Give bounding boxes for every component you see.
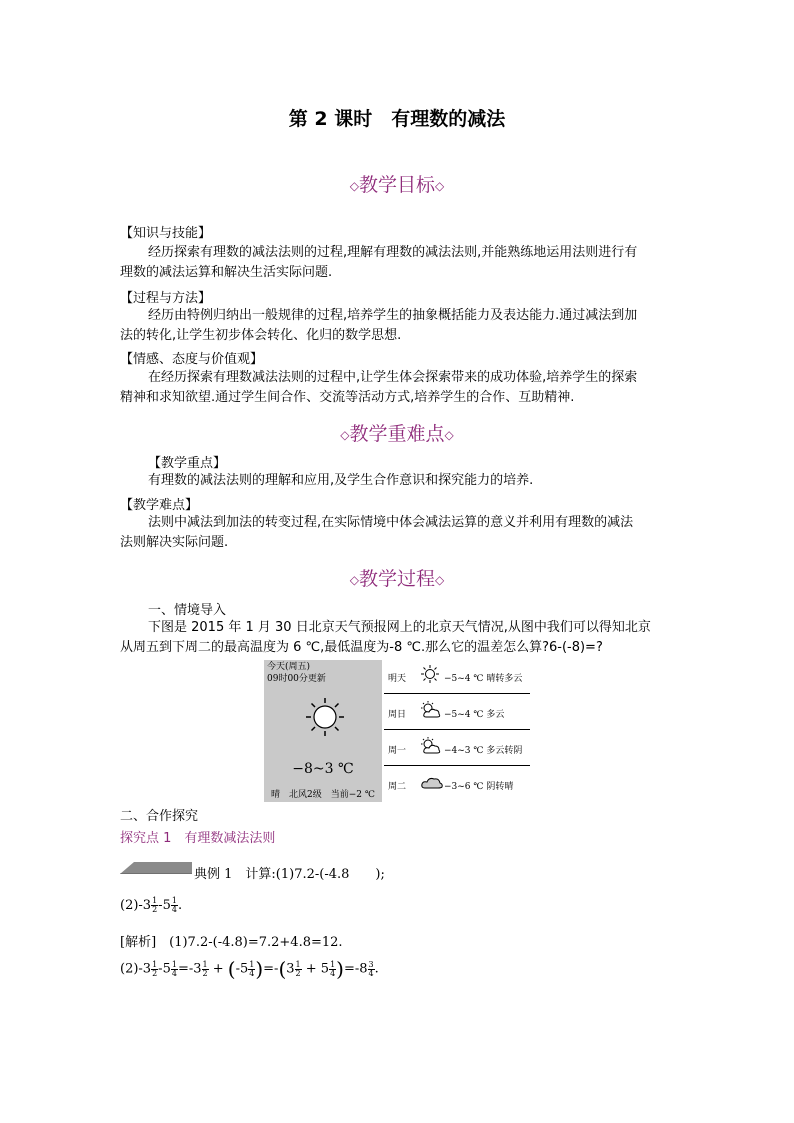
process-method-text: 经历由特例归纳出一般规律的过程,培养学生的抽象概括能力及表达能力.通过减法到加 法的转化,让学生初步体会转化、化归的数学思想.: [120, 308, 638, 343]
forecast-row: 周一 −4~3 ℃ 多云转阴: [384, 731, 530, 766]
weather-today-footer: 晴 北风2级 当前−2 ℃: [271, 790, 375, 800]
diamond-icon: ◇: [349, 179, 359, 193]
sun-icon: [304, 696, 346, 738]
section-heading-key-points: ◇教学重难点◇: [340, 423, 454, 445]
focus-label: 【教学重点】: [148, 456, 227, 471]
diamond-icon: ◇: [349, 573, 359, 587]
example-banner-icon: [120, 862, 192, 874]
knowledge-label: 【知识与技能】: [120, 226, 212, 241]
solution-2: (2)-3 $\frac{1}{2}$ -5 $\frac{1}{4}$ =-3 $\frac{1}{2}$ + (-5 $\frac{1}{4}$ )=-(3 $\frac{1}{2}$ + 5 $\frac{1}{4}$ )=-8 $\frac{3}{4}$ .: [120, 957, 379, 981]
difficulty-label: 【教学难点】: [120, 498, 199, 513]
forecast-row: 明天 −5~4 ℃ 晴转多云: [384, 659, 530, 694]
process-method-label: 【过程与方法】: [120, 291, 212, 306]
weather-today-panel: [264, 660, 382, 802]
diamond-icon: ◇: [340, 428, 350, 442]
forecast-row: 周二 −3~6 ℃ 阴转晴: [384, 767, 530, 801]
knowledge-text: 经历探索有理数的减法法则的过程,理解有理数的减法法则,并能熟练地运用法则进行有 理数的减法运算和解决生活实际问题.: [120, 245, 638, 280]
section-heading-process: ◇教学过程◇: [349, 568, 445, 590]
section-heading-goals: ◇教学目标◇: [349, 174, 445, 196]
partly-cloudy-icon: [420, 736, 442, 756]
weather-today-header: 今天(周五) 09时00分更新: [267, 662, 326, 684]
diamond-icon: ◇: [435, 573, 445, 587]
diamond-icon: ◇: [444, 428, 454, 442]
diamond-icon: ◇: [435, 179, 445, 193]
difficulty-text: 法则中减法到加法的转变过程,在实际情境中体会减法运算的意义并利用有理数的减法 法则解决实际问题.: [120, 515, 634, 550]
intro-text: 下图是 2015 年 1 月 30 日北京天气预报网上的北京天气情况,从图中我们可以得知北京 从周五到下周二的最高温度为 6 ℃,最低温度为-8 ℃.那么它的温差怎么算?6-(-8)=?: [120, 620, 651, 655]
analysis-text: [解析] (1)7.2-(-4.8)=7.2+4.8=12.: [120, 935, 343, 950]
intro-label: 一、情境导入: [148, 603, 227, 618]
emotion-text: 在经历探索有理数减法法则的过程中,让学生体会探索带来的成功体验,培养学生的探索 精神和求知欲望.通过学生间合作、交流等活动方式,培养学生的合作、互助精神.: [120, 370, 638, 405]
partly-cloudy-icon: [420, 700, 442, 720]
emotion-label: 【情感、态度与价值观】: [120, 352, 264, 367]
explore-point-label: 探究点 1 有理数减法法则: [120, 831, 276, 846]
forecast-row: 周日 −5~4 ℃ 多云: [384, 695, 530, 730]
sun-icon: [420, 664, 440, 684]
weather-today-temp: −8~3 ℃: [292, 761, 354, 777]
focus-text: 有理数的减法法则的理解和应用,及学生合作意识和探究能力的培养.: [148, 473, 534, 488]
example-1-statement: 典例 1 计算:(1)7.2-(-4.8 );: [194, 867, 385, 882]
page-title: 第 2 课时 有理数的减法: [288, 108, 506, 130]
cooperation-label: 二、合作探究: [120, 809, 199, 824]
cloud-icon: [420, 772, 444, 792]
example-item-2: (2)-3 $\frac{1}{2}$ -5 $\frac{1}{4}$ .: [120, 896, 183, 914]
